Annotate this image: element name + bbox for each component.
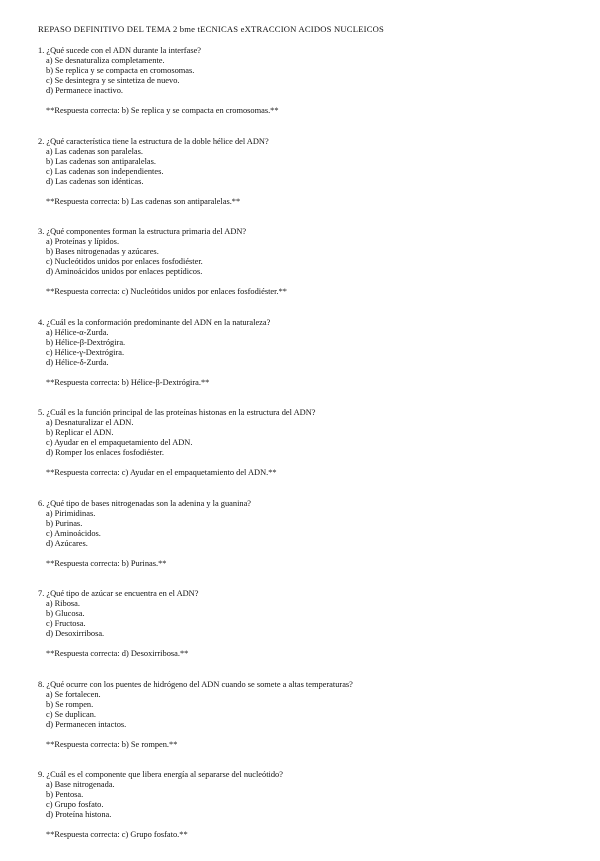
answer-option: a) Desnaturalizar el ADN. (46, 418, 134, 427)
question-number: 2. (38, 136, 45, 146)
answer-option: c) Se duplican. (46, 709, 97, 719)
question-text: ¿Qué ocurre con los puentes de hidrógeno del ADN cuando se somete a altas temperaturas? (46, 679, 353, 689)
question-block (38, 499, 578, 569)
answer-option: d) Desoxirribosa. (46, 629, 105, 638)
document-page (38, 24, 578, 861)
answer-option: b) Pentosa. (46, 790, 84, 799)
answer-option: a) Proteínas y lípidos. (46, 237, 120, 246)
question-line (38, 227, 578, 237)
question-line (38, 589, 578, 599)
question-line (38, 499, 578, 509)
question-text: ¿Qué sucede con el ADN durante la interfase? (46, 46, 202, 55)
question-block (38, 227, 578, 297)
question-line (38, 46, 578, 56)
answer-option: b) Las cadenas son antiparalelas. (46, 156, 156, 166)
answer-option: d) Proteína histona. (46, 810, 112, 819)
question-block (38, 589, 578, 659)
answer-option: c) Grupo fosfato. (46, 800, 104, 809)
question-line (38, 770, 578, 780)
answer-option: b) Bases nitrogenadas y azúcares. (46, 247, 159, 256)
answer-option: a) Hélice-α-Zurda. (46, 327, 109, 337)
answer-option: a) Las cadenas son paralelas. (46, 146, 143, 156)
correct-answer: **Respuesta correcta: d) Desoxirribosa.** (46, 649, 189, 658)
question-block (38, 408, 578, 478)
option-list (46, 418, 578, 458)
correct-answer: **Respuesta correcta: c) Nucleótidos unidos por enlaces fosfodiéster.** (46, 287, 287, 296)
answer-option: c) Aminoácidos. (46, 528, 101, 538)
answer-option: d) Azúcares. (46, 538, 88, 548)
correct-answer: **Respuesta correcta: c) Ayudar en el empaquetamiento del ADN.** (46, 468, 277, 477)
question-text: ¿Qué tipo de azúcar se encuentra en el ADN? (46, 589, 199, 598)
correct-answer: **Respuesta correcta: b) Hélice-β-Dextrógira.** (46, 377, 210, 387)
question-text: ¿Qué componentes forman la estructura primaria del ADN? (46, 227, 247, 236)
answer-option: a) Pirimidinas. (46, 508, 96, 518)
answer-option: d) Aminoácidos unidos por enlaces peptídicos. (46, 267, 203, 276)
answer-option: b) Hélice-β-Dextrógira. (46, 337, 126, 347)
question-number: 6. (38, 498, 45, 508)
question-block (38, 46, 578, 116)
answer-option: b) Replicar el ADN. (46, 428, 114, 437)
document-title: REPASO DEFINITIVO DEL TEMA 2 bme tECNICAS eXTRACCION ACIDOS NUCLEICOS (38, 24, 385, 34)
correct-answer: **Respuesta correcta: b) Se replica y se compacta en cromosomas.** (46, 106, 279, 115)
answer-option: a) Base nitrogenada. (46, 780, 115, 789)
answer-option: a) Se fortalecen. (46, 689, 101, 699)
answer-option: d) Permanece inactivo. (46, 86, 123, 95)
option-list (46, 147, 578, 187)
question-list (38, 46, 578, 840)
question-line (38, 680, 578, 690)
answer-option: d) Las cadenas son idénticas. (46, 176, 144, 186)
answer-option: b) Purinas. (46, 518, 83, 528)
question-block (38, 137, 578, 207)
answer-option: c) Hélice-γ-Dextrógira. (46, 347, 125, 357)
correct-answer: **Respuesta correcta: b) Las cadenas son antiparalelas.** (46, 196, 241, 206)
question-text: ¿Qué característica tiene la estructura de la doble hélice del ADN? (46, 136, 269, 146)
answer-option: c) Se desintegra y se sintetiza de nuevo. (46, 76, 180, 85)
correct-answer: **Respuesta correcta: b) Purinas.** (46, 558, 167, 568)
question-number: 3. (38, 227, 45, 236)
question-text: ¿Cuál es la función principal de las proteínas histonas en la estructura del ADN? (46, 408, 316, 417)
question-block (38, 680, 578, 750)
question-block (38, 318, 578, 388)
answer-option: d) Permanecen intactos. (46, 719, 127, 729)
question-text: ¿Cuál es el componente que libera energía al separarse del nucleótido? (46, 770, 283, 779)
option-list (46, 780, 578, 820)
answer-option: a) Ribosa. (46, 599, 80, 608)
question-number: 1. (38, 46, 45, 55)
answer-option: c) Ayudar en el empaquetamiento del ADN. (46, 438, 193, 447)
option-list (46, 509, 578, 549)
answer-option: d) Hélice-δ-Zurda. (46, 357, 109, 367)
option-list (46, 237, 578, 277)
correct-answer: **Respuesta correcta: b) Se rompen.** (46, 739, 178, 749)
answer-option: b) Glucosa. (46, 609, 85, 618)
question-text: ¿Cuál es la conformación predominante del ADN en la naturaleza? (46, 317, 271, 327)
answer-option: b) Se replica y se compacta en cromosomas. (46, 66, 195, 75)
option-list (46, 690, 578, 730)
question-line (38, 408, 578, 418)
answer-option: b) Se rompen. (46, 699, 94, 709)
option-list (46, 328, 578, 368)
option-list (46, 599, 578, 639)
question-number: 4. (38, 317, 45, 327)
question-number: 8. (38, 679, 45, 689)
answer-option: a) Se desnaturaliza completamente. (46, 56, 165, 65)
option-list (46, 56, 578, 96)
answer-option: c) Nucleótidos unidos por enlaces fosfodiéster. (46, 257, 203, 266)
answer-option: c) Fructosa. (46, 619, 86, 628)
question-number: 9. (38, 770, 45, 779)
question-number: 5. (38, 408, 45, 417)
question-line (38, 137, 578, 147)
question-line (38, 318, 578, 328)
answer-option: d) Romper los enlaces fosfodiéster. (46, 448, 164, 457)
question-text: ¿Qué tipo de bases nitrogenadas son la adenina y la guanina? (46, 498, 252, 508)
answer-option: c) Las cadenas son independientes. (46, 166, 164, 176)
question-block (38, 770, 578, 840)
question-number: 7. (38, 589, 45, 598)
correct-answer: **Respuesta correcta: c) Grupo fosfato.** (46, 830, 188, 839)
